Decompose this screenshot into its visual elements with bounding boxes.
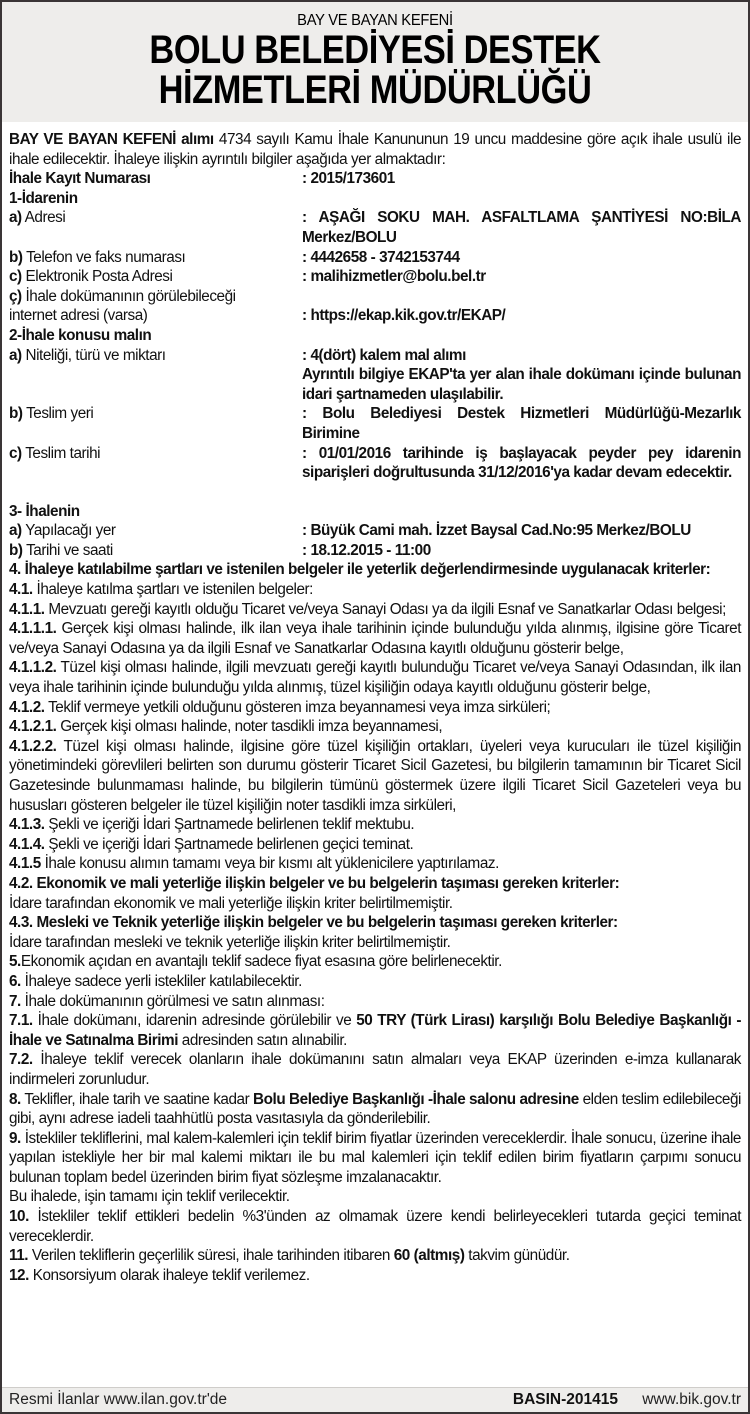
intro-paragraph — [9, 130, 741, 169]
footer — [2, 1387, 748, 1412]
clause-number: 4.1.3. — [9, 816, 45, 834]
clause-text: Mevzuatı gereği kayıtlı olduğu Ticaret ve/veya Sanayi Odası ya da ilgili Esnaf ve Sanatkarlar Odası belgesi; — [44, 600, 726, 618]
clause-number: 7.1. — [9, 1012, 33, 1030]
item-key: a) — [9, 346, 22, 364]
clause-item — [9, 698, 741, 718]
clause-number: 4.1.4. — [9, 835, 45, 853]
clause-number: 4.1.1. — [9, 600, 45, 618]
item-extra: Ayrıntılı bilgiye EKAP'ta yer alan ihale dokümanı içinde bulunan idari şartnameden ulaşılabilir. — [302, 366, 741, 403]
clause-text: Teklif vermeye yetkili olduğunu gösteren imza beyannamesi veya imza sirküleri; — [44, 698, 551, 716]
clause-12 — [9, 1266, 741, 1286]
clause-item — [9, 952, 741, 972]
clause-number: 4.1.2.1. — [9, 718, 57, 736]
clause-item — [9, 835, 741, 855]
item-label — [9, 267, 302, 287]
item-key: b) — [9, 405, 23, 423]
item-value: : 18.12.2015 - 11:00 — [302, 541, 431, 559]
clauses-list — [9, 560, 741, 1011]
item-key: ç) — [9, 287, 22, 305]
section2-heading — [9, 326, 741, 346]
clause-bold-text: 60 (altmış) — [393, 1247, 465, 1265]
section1-item-email — [9, 267, 741, 287]
item-value: : 4442658 - 3742153744 — [302, 248, 460, 266]
clause-text: Şekli ve içeriği İdari Şartnamede belirlenen geçici teminat. — [44, 835, 414, 853]
clause-10 — [9, 1207, 741, 1246]
clause-item — [9, 992, 741, 1012]
clause-text: Teklifler, ihale tarih ve saatine kadar — [20, 1090, 254, 1108]
section3-heading — [9, 502, 741, 522]
registry-label: İhale Kayıt Numarası — [9, 170, 151, 188]
item-label-text: Telefon ve faks numarası — [22, 248, 186, 266]
clause-item — [9, 600, 741, 620]
item-key: a) — [9, 209, 22, 227]
clause-text: Gerçek kişi olması halinde, noter tasdikli imza beyannamesi, — [56, 718, 443, 736]
clause-text: elden teslim edilebileceği gibi, aynı adrese iadeli taahhütlü posta vasıtasıyla da gönderilebilir. — [9, 1090, 741, 1128]
clause-text: İhale dokümanı, idarenin adresinde görülebilir ve — [32, 1012, 357, 1030]
clause-number: 8. — [9, 1090, 21, 1108]
clause-text: Verilen tekliflerin geçerlilik süresi, ihale tarihinden itibaren — [28, 1247, 394, 1265]
clause-number: 4.1.1.2. — [9, 659, 57, 677]
section1-item-phone — [9, 248, 741, 268]
clause-7-1 — [9, 1011, 741, 1050]
item-key: a) — [9, 522, 22, 540]
clause-text: İdare tarafından ekonomik ve mali yeterliğe ilişkin kriter belirtilmemiştir. — [9, 894, 453, 912]
clause-number: 4.2. Ekonomik ve mali yeterliğe ilişkin belgeler ve bu belgelerin taşıması gereken kriterler: — [9, 874, 620, 892]
item-value: : AŞAĞI SOKU MAH. ASFALTLAMA ŞANTİYESİ NO:BİLA Merkez/BOLU — [302, 209, 741, 246]
clause-text: Tüzel kişi olması halinde, ilgisine göre tüzel kişiliğin ortakları, üyeleri veya kurucuları ile tüzel kişiliğin yönetimindeki görevlileri belirten son durumu gösterir Ticaret Sicil Gazetesi, bu bilgilerin tamamının bir Ticaret Sicil Gazetesinde bulunmaması halinde, bu bilgilerin tümünü göstermek üzere ilgili Ticaret Sicil Gazeteleri veya bu hususları gösteren belgeler ile tüzel kişiliğin noter tasdikli imza sirküleri, — [9, 737, 741, 814]
clause-item — [9, 580, 741, 600]
clause-item — [9, 619, 741, 658]
section2-item-nature — [9, 346, 741, 366]
clause-9-note: Bu ihalede, işin tamamı için teklif verilecektir. — [9, 1188, 290, 1206]
item-key: b) — [9, 248, 23, 266]
clause-text: İhaleye sadece yerli istekliler katılabilecektir. — [20, 972, 302, 990]
clause-item — [9, 854, 741, 874]
clause-text: İdare tarafından mesleki ve teknik yeterliğe ilişkin kriter belirtilmemiştir. — [9, 933, 451, 951]
item-label-text: Teslim yeri — [22, 405, 94, 423]
section1-heading — [9, 189, 741, 209]
registry-value: : 2015/173601 — [302, 170, 395, 188]
item-label — [9, 404, 302, 443]
section3-item-place — [9, 521, 741, 541]
clause-text: Ekonomik açıdan en avantajlı teklif sadece fiyat esasına göre belirlenecektir. — [20, 953, 502, 971]
clause-item — [9, 658, 741, 697]
clause-text: İhaleye katılma şartları ve istenilen belgeler: — [32, 581, 313, 599]
clause-number: 4.1. — [9, 581, 33, 599]
clause-item — [9, 933, 741, 953]
item-value: : Büyük Cami mah. İzzet Baysal Cad.No:95 Merkez/BOLU — [302, 522, 691, 540]
section1-item-web — [9, 306, 741, 326]
item-label-text: Tarihi ve saati — [22, 541, 113, 559]
clause-number: 4.1.1.1. — [9, 620, 57, 638]
clause-number: 5. — [9, 953, 21, 971]
header — [2, 2, 748, 122]
clause-number: 4.1.2. — [9, 698, 45, 716]
clause-11 — [9, 1246, 741, 1266]
clause-text: İstekliler teklif ettikleri bedelin %3'ünden az olmamak üzere kendi belirleyecekleri tutarda geçici teminat vereceklerdir. — [9, 1208, 741, 1245]
item-value: : 01/01/2016 tarihinde iş başlayacak peyder pey idarenin siparişleri doğrultusunda 31/12/2016'ya kadar devam edecektir. — [302, 444, 741, 482]
clause-item — [9, 894, 741, 914]
item-label-text: Adresi — [21, 209, 66, 227]
item-label-text: Niteliği, türü ve miktarı — [21, 346, 166, 364]
item-value: : Bolu Belediyesi Destek Hizmetleri Müdürlüğü-Mezarlık Birimine — [302, 405, 741, 442]
item-label — [9, 521, 302, 541]
clause-8 — [9, 1090, 741, 1129]
header-title-line1: BOLU BELEDİYESİ DESTEK — [149, 28, 601, 72]
footer-ilan-link[interactable]: Resmi İlanlar www.ilan.gov.tr'de — [9, 1391, 228, 1408]
clause-text: İhale dokümanının görülmesi ve satın alınması: — [20, 992, 325, 1010]
clause-number: 4.1.2.2. — [9, 737, 57, 755]
footer-bik-link[interactable]: www.bik.gov.tr — [642, 1391, 741, 1408]
clause-item — [9, 815, 741, 835]
clause-text: Konsorsiyum olarak ihaleye teklif verilemez. — [28, 1266, 310, 1284]
clause-item — [9, 560, 741, 580]
clause-text: takvim günüdür. — [464, 1247, 570, 1265]
section2-heading-text: 2-İhale konusu malın — [9, 326, 152, 344]
item-key: c) — [9, 268, 22, 286]
section3-item-datetime — [9, 541, 741, 561]
clause-number: 9. — [9, 1129, 21, 1147]
item-label-text: Elektronik Posta Adresi — [21, 268, 173, 286]
item-key: b) — [9, 541, 23, 559]
clause-number: 6. — [9, 972, 21, 990]
item-label-text: İhale dokümanının görülebileceği — [21, 287, 236, 305]
header-kicker: BAY VE BAYAN KEFENİ — [297, 12, 453, 29]
clause-item — [9, 874, 741, 894]
clause-number: 11. — [9, 1247, 29, 1265]
item-key: c) — [9, 444, 22, 462]
section3-heading-text: 3- İhalenin — [9, 502, 80, 520]
clause-number: 4.3. Mesleki ve Teknik yeterliğe ilişkin belgeler ve bu belgelerin taşıması gereken kriterler: — [9, 914, 618, 932]
clause-7-2 — [9, 1050, 741, 1089]
clause-bold-text: 50 TRY (Türk Lirası) karşılığı Bolu Belediye Başkanlığı - İhale ve Satınalma Birimi — [9, 1012, 741, 1049]
clause-text: Gerçek kişi olması halinde, ilk ilan veya ihale tarihinin içinde bulunduğu yılda alınmış, ilgisine göre Ticaret ve/veya Sanayi Odasına ya da ilgili Esnaf ve Sanatkarlar Odasına kayıtlı olduğunu gösterir belge, — [9, 620, 741, 657]
email-link[interactable]: : malihizmetler@bolu.bel.tr — [302, 268, 486, 286]
clause-bold-text: Bolu Belediye Başkanlığı -İhale salonu adresine — [253, 1090, 579, 1108]
clause-9 — [9, 1129, 741, 1188]
clause-number: 7. — [9, 992, 21, 1010]
section1-item-web-label — [9, 287, 741, 307]
item-label — [9, 541, 302, 561]
section2-item-delivery-date — [9, 444, 741, 483]
clause-number: 4.1.5 — [9, 855, 41, 873]
header-title-line2: HİZMETLERİ MÜDÜRLÜĞÜ — [158, 68, 592, 112]
clause-number: 4. İhaleye katılabilme şartları ve istenilen belgeler ile yeterlik değerlendirmesinde uygulanacak kriterler: — [9, 561, 711, 579]
clause-item — [9, 913, 741, 933]
section1-heading-text: 1-İdarenin — [9, 189, 78, 207]
registry-row — [9, 169, 741, 189]
ekap-link[interactable]: : https://ekap.kik.gov.tr/EKAP/ — [302, 307, 506, 325]
section1-item-address — [9, 208, 741, 247]
clause-text: Tüzel kişi olması halinde, ilgili mevzuatı gereği kayıtlı bulunduğu Ticaret ve/veya Sanayi Odasından, ilk ilan veya ihale tarihinin içinde bulunduğu yılda alınmış, tüzel kişiliğin odaya kayıtlı olduğunu gösterir belge, — [9, 659, 741, 697]
footer-press-code: BASIN-201415 — [512, 1391, 618, 1408]
section2-item-delivery-place — [9, 404, 741, 443]
clause-item — [9, 717, 741, 737]
clause-text: İhale konusu alımın tamamı veya bir kısmı alt yüklenicilere yaptırılamaz. — [40, 855, 499, 873]
item-label — [9, 248, 302, 268]
item-label-text: internet adresi (varsa) — [9, 307, 148, 325]
item-label — [9, 346, 302, 366]
clause-text: adresinden satın alınabilir. — [178, 1031, 347, 1049]
item-label — [9, 208, 302, 247]
intro-bold: BAY VE BAYAN KEFENİ alımı — [9, 131, 214, 148]
announcement-body — [2, 122, 748, 1285]
clause-text: İstekliler tekliflerini, mal kalem-kalemleri için teklif birim fiyatlar üzerinden vereceklerdir. İhale sonucu, üzerine ihale yapılan istekliyle her bir mal kalemi miktarı ile bu mal kalemleri için teklif edilen birim fiyatların çarpımı sonucu bulunan toplam bedel üzerinden birim fiyat sözleşme imzalanacaktır. — [9, 1129, 741, 1186]
clause-number: 10. — [9, 1208, 29, 1226]
item-label-text: Teslim tarihi — [21, 444, 101, 462]
clause-text: Şekli ve içeriği İdari Şartnamede belirlenen teklif mektubu. — [44, 816, 415, 834]
clause-item — [9, 972, 741, 992]
intro-text: 4734 sayılı Kamu İhale Kanununun 19 uncu maddesine göre açık ihale usulü ile ihale edilecektir. İhaleye ilişkin ayrıntılı bilgiler aşağıda yer almaktadır: — [9, 131, 742, 168]
clause-number: 12. — [9, 1266, 29, 1284]
item-label-text: Yapılacağı yer — [21, 522, 116, 540]
clause-number: 7.2. — [9, 1051, 33, 1069]
clause-item — [9, 737, 741, 815]
clause-text: İhaleye teklif verecek olanların ihale dokümanını satın almaları veya EKAP üzerinden e-imza kullanarak indirmeleri zorunludur. — [9, 1051, 741, 1088]
item-label — [9, 444, 302, 483]
item-value: : 4(dört) kalem mal alımı — [302, 346, 466, 364]
